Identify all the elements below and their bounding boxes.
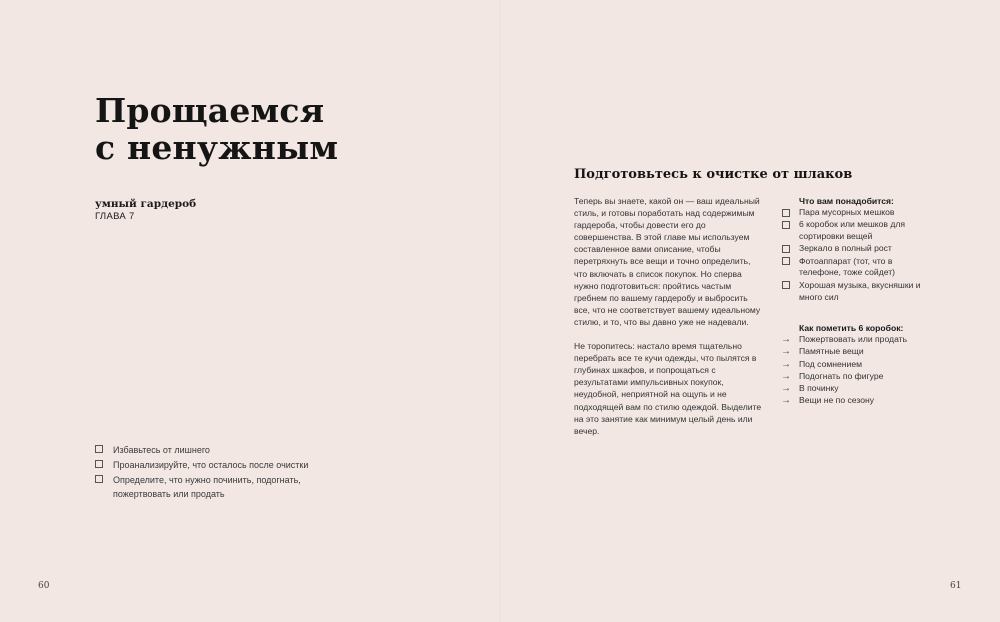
book-label: умный гардероб bbox=[95, 198, 197, 210]
boxes-item bbox=[782, 346, 932, 358]
arrow-right-icon: → bbox=[781, 358, 791, 370]
boxes-item-label: В починку bbox=[799, 383, 839, 394]
body-text bbox=[574, 195, 764, 449]
page-number-right: 61 bbox=[950, 581, 962, 591]
chapter-title-line-1: Прощаемся bbox=[95, 91, 325, 130]
needs-heading: Что вам понадобится: bbox=[799, 196, 894, 206]
needs-item bbox=[782, 207, 932, 219]
arrow-right-icon: → bbox=[781, 370, 791, 382]
arrow-right-icon: → bbox=[781, 383, 791, 395]
boxes-item bbox=[782, 395, 932, 407]
checklist-item-label: Проанализируйте, что осталось после очистки bbox=[113, 460, 309, 470]
boxes-item-label: Вещи не по сезону bbox=[799, 395, 875, 406]
needs-item-label: Зеркало в полный рост bbox=[799, 243, 892, 254]
boxes-item bbox=[782, 334, 932, 346]
arrow-right-icon: → bbox=[781, 334, 791, 345]
needs-item-label: 6 коробок или мешков для сортировки вещей bbox=[799, 219, 906, 242]
boxes-item-label: Пожертвовать или продать bbox=[799, 334, 908, 344]
checkbox-icon bbox=[782, 245, 790, 253]
boxes-list bbox=[782, 334, 932, 407]
body-paragraph: Теперь вы знаете, какой он — ваш идеальный стиль, и готовы поработать над содержимым гардероба, чтобы довести его до совершенства. В этой главе мы используем составленное вами описание, чтобы перетряхнуть все вещи и точно определить, что включать в список покупок. Но сперва нужно подготовиться: пройтись частым гребнем по вашему гардеробу и выбросить все, что не соответствует вашему идеальному стилю, и то, что вы давно уже не надевали. bbox=[574, 196, 761, 327]
checklist-item bbox=[95, 443, 395, 457]
boxes-item-label: Памятные вещи bbox=[799, 346, 864, 357]
boxes-item bbox=[782, 371, 932, 383]
boxes-item bbox=[782, 359, 932, 371]
needs-item bbox=[782, 243, 932, 255]
chapter-checklist bbox=[95, 443, 395, 502]
needs-item bbox=[782, 280, 932, 304]
checklist-item-label: Определите, что нужно починить, подогнать, пожертвовать или продать bbox=[113, 475, 301, 499]
boxes-item-label: Под сомнением bbox=[799, 358, 863, 369]
body-paragraph: Не торопитесь: настало время тщательно перебрать все те кучи одежды, что пылятся в глубинах шкафов, и попрощаться с результатами импульсивных покупок, неудобной, неприятной на ощупь и не подходящей вам по стилю одеждой. Выделите на это занятие как минимум целый день или вечер. bbox=[574, 341, 762, 436]
needs-item-label: Фотоаппарат (тот, что в телефоне, тоже сойдет) bbox=[799, 255, 895, 278]
checkbox-icon bbox=[95, 460, 103, 468]
checkbox-icon bbox=[95, 445, 103, 453]
boxes-item-label: Подогнать по фигуре bbox=[799, 370, 884, 381]
section-title: Подготовьтесь к очистке от шлаков bbox=[574, 167, 853, 182]
checkbox-icon bbox=[95, 475, 103, 483]
chapter-title-line-2: с ненужным bbox=[95, 128, 339, 167]
checklist-item-label: Избавьтесь от лишнего bbox=[113, 445, 210, 455]
boxes-sidebar bbox=[782, 322, 932, 408]
boxes-item bbox=[782, 383, 932, 395]
needs-item bbox=[782, 219, 932, 243]
page-number-left: 60 bbox=[38, 581, 50, 591]
needs-sidebar bbox=[782, 195, 932, 304]
chapter-label: ГЛАВА 7 bbox=[95, 211, 135, 222]
checkbox-icon bbox=[782, 209, 790, 217]
checkbox-icon bbox=[782, 257, 790, 265]
checkbox-icon bbox=[782, 281, 790, 289]
needs-list bbox=[782, 207, 932, 303]
checkbox-icon bbox=[782, 221, 790, 229]
arrow-right-icon: → bbox=[781, 346, 791, 358]
boxes-heading: Как пометить 6 коробок: bbox=[799, 323, 904, 333]
checklist-item bbox=[95, 473, 323, 501]
needs-item bbox=[782, 256, 932, 280]
chapter-title bbox=[95, 92, 338, 166]
needs-item-label: Пара мусорных мешков bbox=[799, 207, 895, 217]
needs-item-label: Хорошая музыка, вкусняшки и много сил bbox=[799, 279, 921, 302]
checklist-item bbox=[95, 458, 395, 472]
page-gutter bbox=[499, 0, 501, 622]
arrow-right-icon: → bbox=[781, 395, 791, 407]
